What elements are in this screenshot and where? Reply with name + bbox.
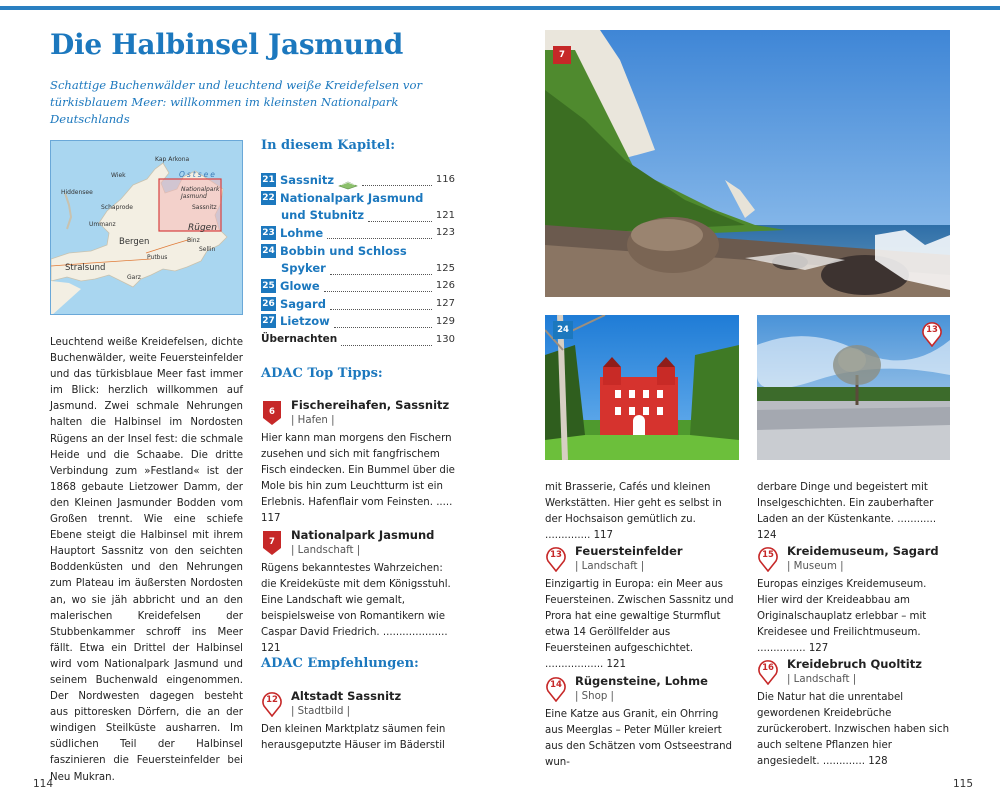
top-tip-entry	[261, 397, 456, 528]
map-label: Sassnitz	[192, 204, 217, 211]
tip-text: Europas einziges Kreidemuseum. Hier wird der Kreideabbau am Originalschauplatz erlebbar – mit Kreidesee und Freilichtmuseum. ............... 127	[757, 579, 927, 655]
tip-title: Kreidebruch Quoltitz	[787, 657, 922, 671]
photo-badge: 24	[553, 321, 573, 339]
page-number-left: 114	[33, 778, 54, 790]
chapter-heading: In diesem Kapitel:	[261, 138, 395, 153]
map-label: Ostsee	[179, 170, 217, 179]
map-label: Hiddensee	[61, 189, 93, 196]
chapter-item[interactable]: 25 Glowe 126	[262, 278, 455, 293]
top-tip-entry	[261, 527, 456, 658]
chapter-list	[261, 171, 455, 348]
overview-map	[50, 140, 243, 315]
chapter-item[interactable]: 27 Lietzow 129	[262, 314, 455, 329]
map-label: Stralsund	[65, 263, 106, 273]
chapter-item[interactable]: 22 Nationalpark Jasmund	[262, 190, 424, 205]
travel-book-icon	[338, 175, 358, 185]
tip-text: Hier kann man morgens den Fischern zusehen und sich mit fangfrischem Fisch eindecken. Ein Bummel über die Mole bis hin zum Leuchtturm ist ein Erlebnis. Hafenflair vom Feinsten. ..... 117	[261, 433, 455, 525]
tip-category: | Museum |	[787, 561, 844, 572]
map-label: Sellin	[199, 246, 216, 253]
chapter-item[interactable]: 21 Sassnitz 116	[262, 172, 455, 187]
recommendation-entry	[545, 543, 739, 674]
pin-marker-icon: 14	[545, 676, 567, 702]
tip-text: Eine Katze aus Granit, ein Ohrring aus Meerglas – Peter Müller kreiert aus den Schätzen vom Ostseestrand wun-	[545, 709, 732, 769]
photo-badge: 7	[553, 46, 571, 64]
chapter-item[interactable]: 23 Lohme 123	[262, 225, 455, 240]
tip-category: | Landschaft |	[575, 561, 645, 572]
chapter-item[interactable]: 26 Sagard 127	[262, 296, 455, 311]
intro-text: Leuchtend weiße Kreidefelsen, dichte Buchenwälder, weite Feuersteinfelder und das türkisblaue Meer fast immer im Blick: herzlich willkommen auf Jasmund. Zwei schmale Nehrungen halten die Halbinsel im Nordosten Rügens an der Insel fest: die schmale Heide und die Schaabe. Die dritte Verbindung zum »Festland« ist der 1868 gebaute Lietzower Damm, der den Kleinen Jasmunder Bodden vom Großen trennt. Wie eine schiefe Ebene steigt die Halbinsel mit ihrem Hauptort Sassnitz von den seichten Boddenküsten und den Nehrungen zum Plateau im äußersten Nordosten an, wo sie jäh abbricht und an den malerischen Kreidefelsen der Stubbenkammer schroff ins Meer fällt. Etwa ein Drittel der Halbinsel wird vom Nationalpark Jasmund und seinem Buchenwald eingenommen. Der Nordwesten dagegen besteht aus pittoresken Dörfern, die an der windigen Steilküste ausharren. Im südlichen Teil der Halbinsel faszinieren die Feuersteinfelder bei Neu Mukran.	[50, 337, 243, 783]
tip-title: Rügensteine, Lohme	[575, 674, 708, 688]
tip-text: Einzigartig in Europa: ein Meer aus Feuersteinen. Zwischen Sassnitz und Prora hat eine gewaltige Sturmflut etwa 14 Geröllfelder aus Feuersteinen aufgeschichtet. .................. 121	[545, 579, 734, 671]
chapter-item-continued[interactable]: und Stubnitz 121	[281, 208, 455, 223]
photo-chalk-cliffs	[545, 30, 950, 297]
red-flag-marker-icon: 7	[261, 530, 283, 556]
tip-category: | Hafen |	[291, 415, 335, 426]
red-flag-marker-icon: 6	[261, 400, 283, 426]
tip-category: | Landschaft |	[291, 545, 361, 556]
page-subtitle: Schattige Buchenwälder und leuchtend weiße Kreidefelsen vor türkisblauem Meer: willkommen im kleinsten Nationalpark Deutschlands	[50, 78, 423, 126]
recommendation-entry	[757, 656, 950, 770]
tip-text: Die Natur hat die unrentabel gewordenen Kreidebrüche zurückerobert. Inzwischen haben sich auch seltene Pflanzen hier angesiedelt. ............. 128	[757, 692, 950, 768]
recommendation-entry	[545, 673, 739, 771]
recommendation-continuation: mit Brasserie, Cafés und kleinen Werkstätten. Hier geht es selbst in der Hochsaison gemütlich zu. .............. 117	[545, 482, 722, 542]
tip-title: Fischereihafen, Sassnitz	[291, 398, 450, 412]
photo-flint-fields	[757, 315, 950, 460]
photo-castle-spyker	[545, 315, 739, 460]
recommendation-continuation: derbare Dinge und begeistert mit Inselgeschichten. Ein zauberhafter Laden an der Küstenkante. ............ 124	[757, 482, 937, 542]
top-rule	[0, 6, 1000, 10]
tip-title: Feuersteinfelder	[575, 544, 683, 558]
recommendation-entry	[261, 688, 456, 754]
page-number-right: 115	[953, 778, 974, 790]
map-label: Rügen	[188, 223, 217, 233]
tip-category: | Stadtbild |	[291, 706, 351, 717]
map-label: Bergen	[119, 237, 150, 247]
recommendation-entry	[757, 543, 950, 657]
chapter-item-overnight[interactable]: Übernachten 130	[261, 333, 455, 346]
page-title: Die Halbinsel Jasmund	[50, 28, 404, 61]
tip-title: Altstadt Sassnitz	[291, 689, 402, 703]
map-label: Garz	[127, 274, 141, 281]
tip-title: Kreidemuseum, Sagard	[787, 544, 939, 558]
map-label: Nationalpark Jasmund	[181, 186, 220, 200]
tip-title: Nationalpark Jasmund	[291, 528, 435, 542]
pin-marker-icon: 15	[757, 546, 779, 572]
chapter-item[interactable]: 24 Bobbin und Schloss	[262, 243, 407, 258]
pin-marker-icon: 13	[921, 321, 943, 347]
tip-text: Rügens bekanntestes Wahrzeichen: die Kreideküste mit dem Königsstuhl. Eine Landschaft wie gemalt, beispielsweise von Romantikern wie Caspar David Friedrich. .................... 121	[261, 563, 451, 655]
recommendations-heading: ADAC Empfehlungen:	[261, 656, 419, 671]
map-label: Binz	[187, 237, 200, 244]
tip-category: | Shop |	[575, 691, 614, 702]
tip-text: Den kleinen Marktplatz säumen fein herausgeputzte Häuser im Bäderstil	[261, 724, 446, 752]
pin-marker-icon: 12	[261, 691, 283, 717]
map-label: Kap Arkona	[155, 156, 190, 163]
map-label: Ummanz	[89, 221, 116, 228]
map-label: Wiek	[111, 172, 126, 179]
pin-marker-icon: 13	[545, 546, 567, 572]
map-label: Putbus	[147, 254, 168, 261]
map-label: Schaprode	[101, 204, 133, 211]
tip-category: | Landschaft |	[787, 674, 857, 685]
top-tips-heading: ADAC Top Tipps:	[261, 366, 383, 381]
pin-marker-icon: 16	[757, 659, 779, 685]
chapter-item-continued[interactable]: Spyker 125	[281, 261, 455, 276]
